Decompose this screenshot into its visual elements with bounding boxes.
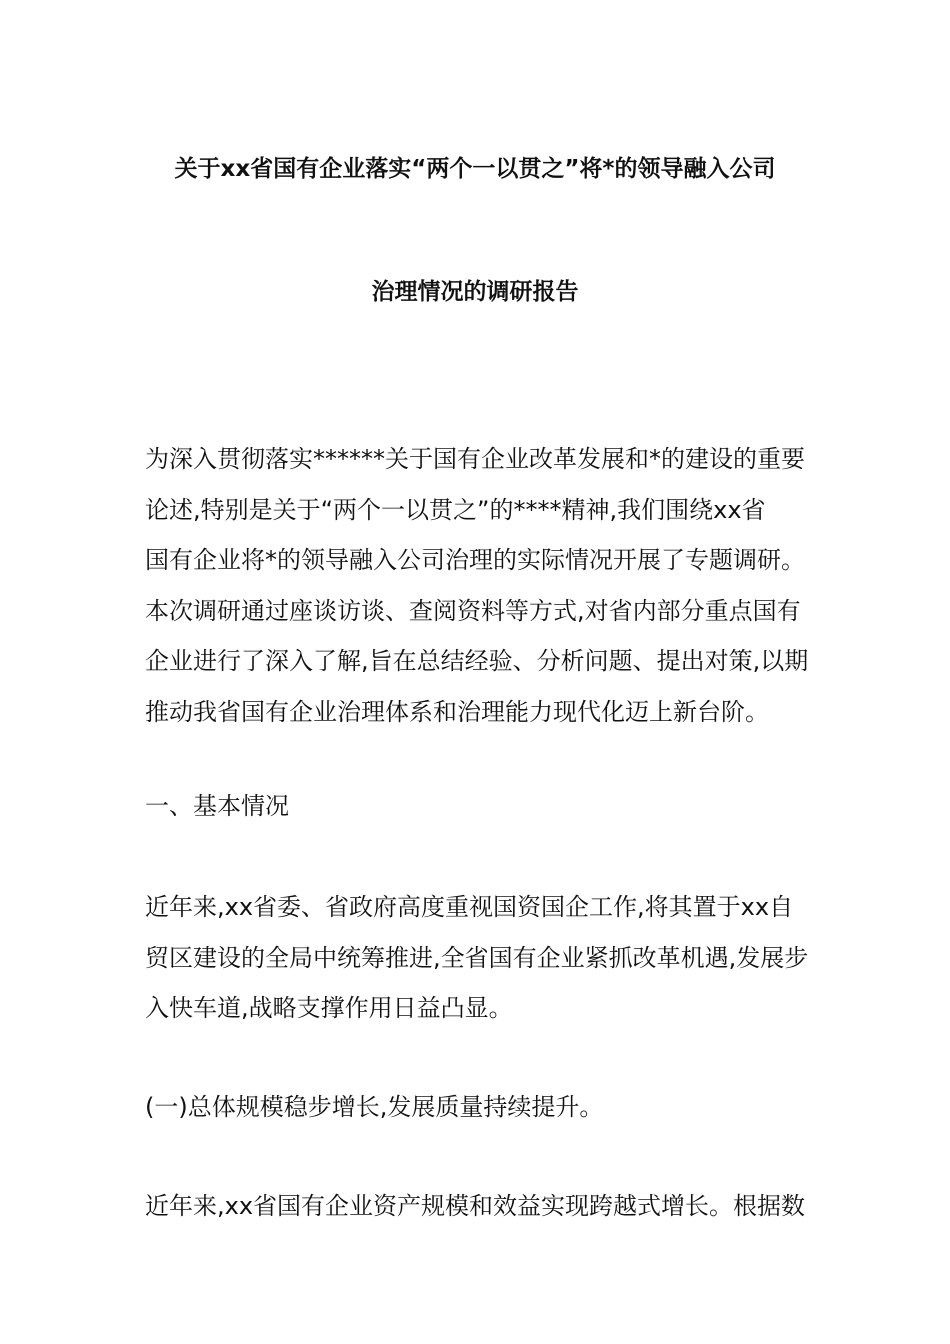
paragraph-line: 入快车道,战略支撑作用日益凸显。 [145,994,513,1022]
paragraph-line: 企业进行了深入了解,旨在总结经验、分析问题、提出对策,以期 [145,647,809,675]
subsection-1-paragraph [145,1181,807,1232]
paragraph-line: 本次调研通过座谈访谈、查阅资料等方式,对省内部分重点国有 [145,596,801,625]
section-1-paragraph [145,882,807,1034]
paragraph-line: 近年来,xx省国有企业资产规模和效益实现跨越式增长。根据数 [145,1192,806,1220]
paragraph-line: 推动我省国有企业治理体系和治理能力现代化迈上新台阶。 [145,697,769,726]
section-heading-basic-situation [145,781,807,832]
subsection-heading-overall-scale [145,1082,807,1133]
paragraph-line: 国有企业将*的领导融入公司治理的实际情况开展了专题调研。 [145,546,805,574]
paragraph-line: 贸区建设的全局中统筹推进,全省国有企业紧抓改革机遇,发展步 [145,943,809,972]
paragraph-line: 近年来,xx省委、省政府高度重视国资国企工作,将其置于xx自 [145,893,794,921]
paragraph-line: 论述,特别是关于“两个一以贯之”的****精神,我们围绕xx省 [145,495,766,524]
document-title-line-2: 治理情况的调研报告 [371,279,579,305]
document-title-line-1: 关于xx省国有企业落实“两个一以贯之”将*的领导融入公司 [174,156,776,182]
section-heading-text: 一、基本情况 [145,792,289,820]
subsection-heading-text: (一)总体规模稳步增长,发展质量持续提升。 [145,1093,604,1121]
paragraph-line: 为深入贯彻落实******关于国有企业改革发展和*的建设的重要 [145,445,805,473]
intro-paragraph [145,434,807,737]
